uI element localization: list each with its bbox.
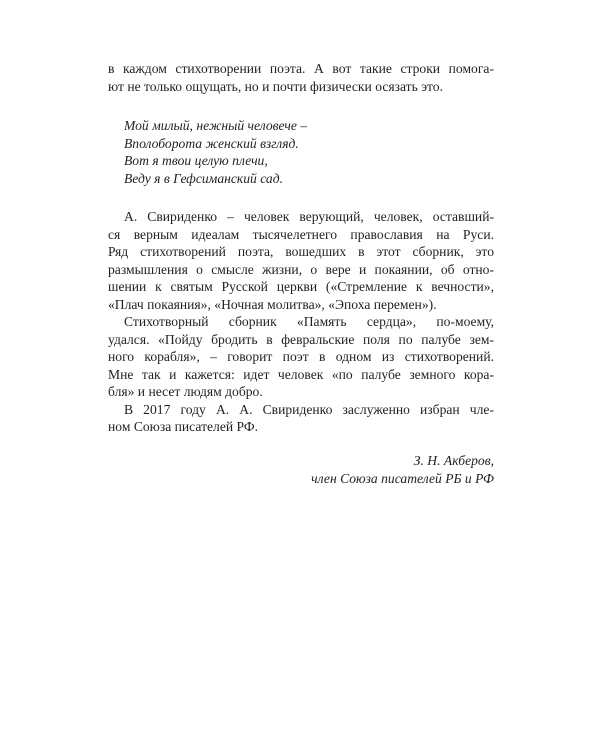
text-line: Ряд стихотворений поэта, вошедших в этот сборник, это bbox=[108, 244, 494, 259]
poem-line: Вполоборота женский взгляд. bbox=[124, 135, 299, 151]
author-signature bbox=[260, 452, 494, 488]
text-line: размышления о смысле жизни, о вере и покаянии, об отно- bbox=[108, 261, 494, 277]
text-line: ного корабля», – говорит поэт в одном из стихотворений. bbox=[108, 349, 494, 364]
text-line: бля» и несет людям добро. bbox=[108, 384, 263, 399]
text-line: Стихотворный сборник «Память сердца», по-моему, bbox=[124, 314, 494, 329]
poem-line: Вот я твои целую плечи, bbox=[124, 153, 268, 168]
poem-line: Веду я в Гефсиманский сад. bbox=[124, 170, 284, 186]
text-line: В 2017 году А. А. Свириденко заслуженно избран чле- bbox=[124, 401, 494, 417]
text-line: шении к святым Русской церкви («Стремление к вечности», bbox=[108, 279, 494, 294]
poem-line: Мой милый, нежный человече – bbox=[124, 118, 308, 133]
text-line: А. Свириденко – человек верующий, человек, оставший- bbox=[124, 209, 494, 224]
signature-title: член Союза писателей РБ и РФ bbox=[311, 471, 494, 486]
poem-quote bbox=[124, 117, 444, 187]
text-line: «Плач покаяния», «Ночная молитва», «Эпоха перемен»). bbox=[108, 296, 437, 312]
text-line: удался. «Пойду бродить в февральские поля по палубе зем- bbox=[108, 331, 494, 347]
text-line: Мне так и кажется: идет человек «по палубе земного кора- bbox=[108, 366, 494, 382]
body-text bbox=[108, 208, 494, 436]
text-line: ном Союза писателей РФ. bbox=[108, 419, 258, 434]
text-line: в каждом стихотворении поэта. А вот такие строки помога- bbox=[108, 61, 494, 76]
text-line: ся верным идеалам тысячелетнего православия на Руси. bbox=[108, 226, 494, 242]
text-line: ют не только ощущать, но и почти физически осязать это. bbox=[108, 78, 444, 94]
signature-name: З. Н. Акберов, bbox=[413, 453, 494, 468]
intro-paragraph bbox=[108, 60, 494, 95]
